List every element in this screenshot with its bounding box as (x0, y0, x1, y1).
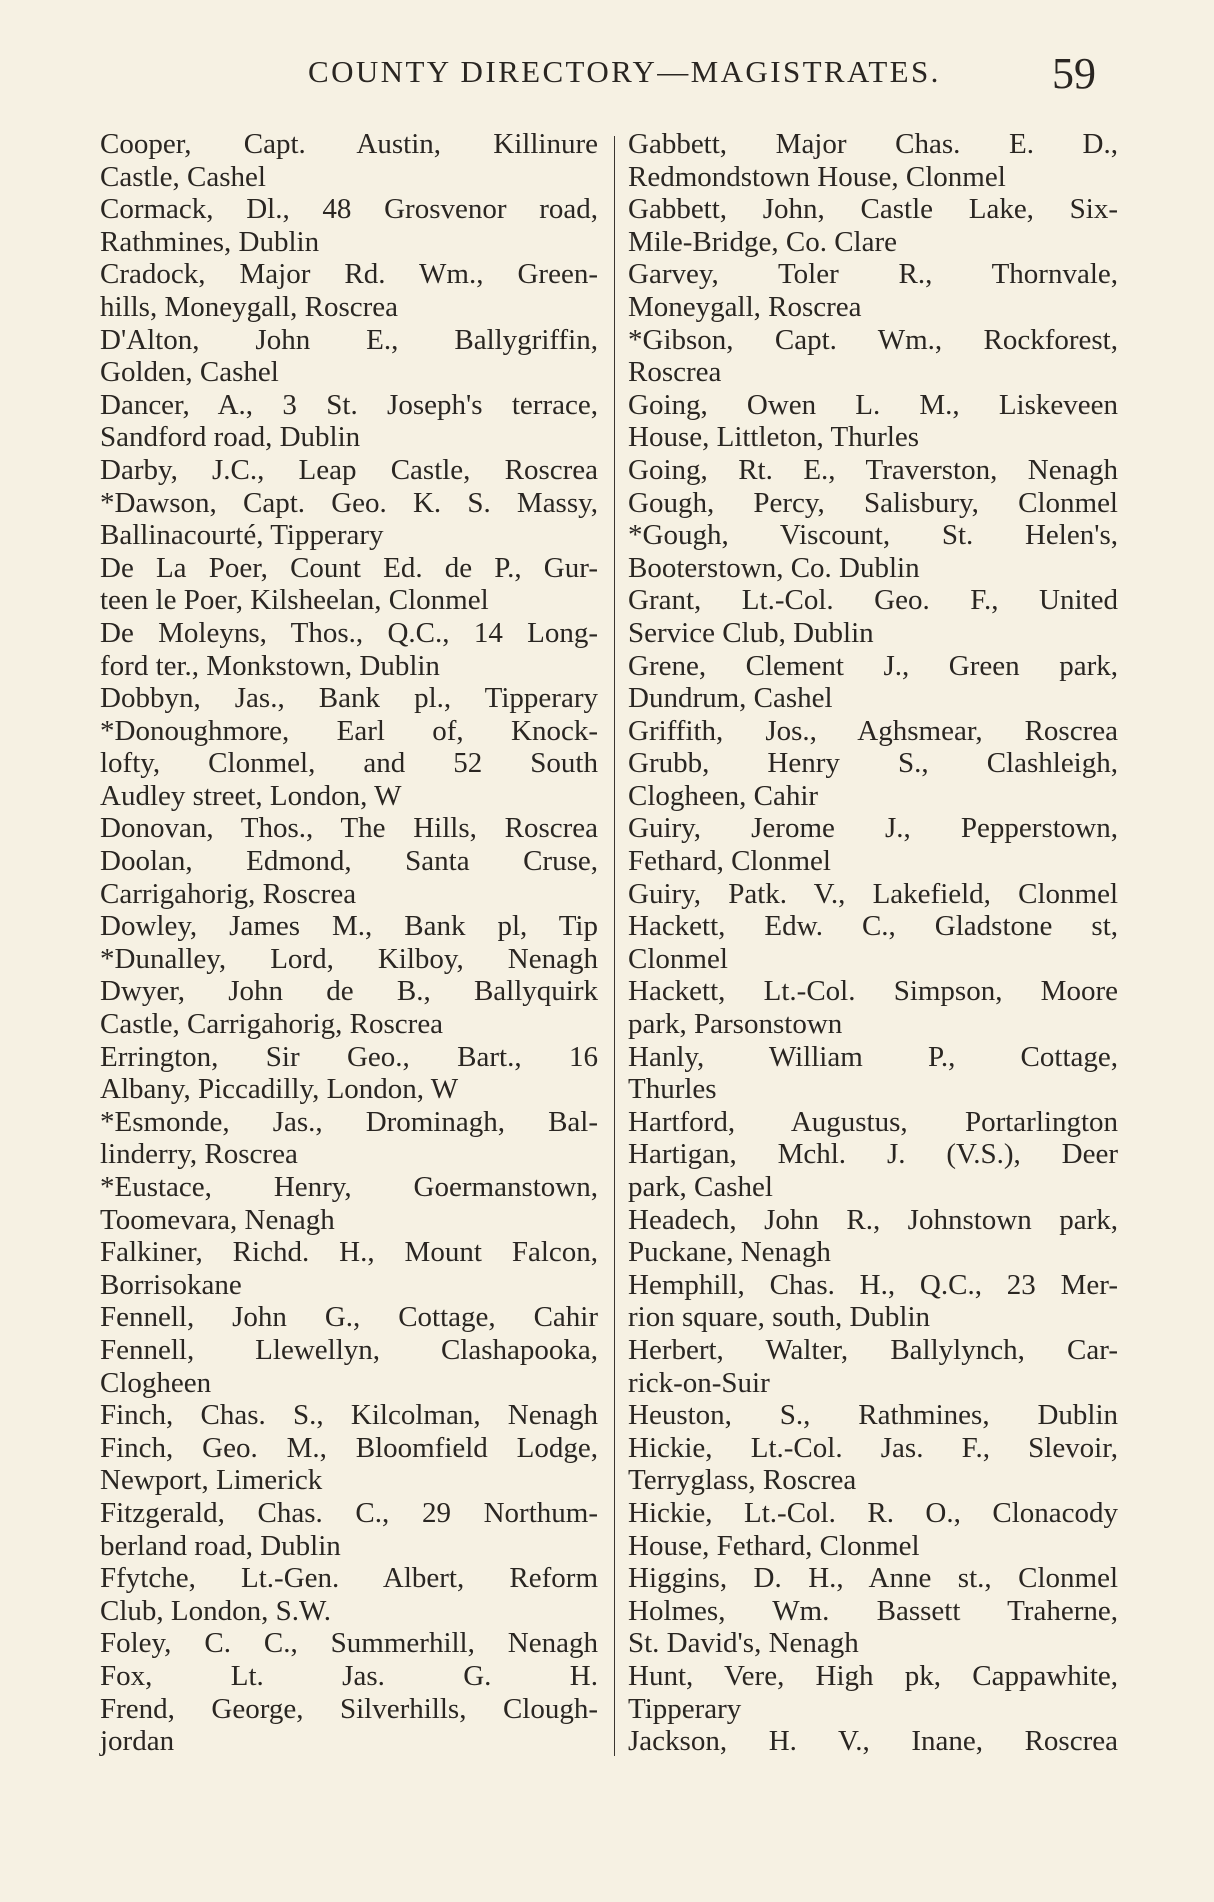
entry-name-line: *Eustace, Henry, Goermanstown, (100, 1171, 598, 1203)
entry-name-line: *Gibson, Capt. Wm., Rockforest, (628, 323, 1118, 356)
entry-name-line: Hackett, Edw. C., Gladstone st, (628, 910, 1118, 943)
entry-address-line: park, Cashel (628, 1171, 773, 1203)
magistrate-entry (100, 389, 598, 454)
entry-name-line: Going, Rt. E., Traverston, Nenagh (628, 453, 1118, 486)
magistrate-entry (628, 1334, 1118, 1399)
entry-name-line: D'Alton, John E., Ballygriffin, (100, 323, 598, 356)
entry-name-line: De La Poer, Count Ed. de P., Gur- (100, 551, 598, 584)
entry-address-line: St. David's, Nenagh (628, 1627, 859, 1660)
entry-address-line: Albany, Piccadilly, London, W (100, 1073, 459, 1106)
entry-name-line: Garvey, Toler R., Thornvale, (628, 258, 1118, 291)
entry-address-line: Booterstown, Co. Dublin (628, 551, 920, 584)
entry-address-line: park, Parsonstown (628, 1008, 843, 1041)
entry-address-line: Mile-Bridge, Co. Clare (628, 225, 898, 258)
entry-address-line: Redmondstown House, Clonmel (628, 160, 1006, 193)
magistrate-entry (100, 715, 598, 813)
entry-name-line: Gabbett, Major Chas. E. D., (628, 128, 1118, 160)
entry-name-line: Fitzgerald, Chas. C., 29 Northum- (100, 1496, 598, 1529)
magistrate-entry (628, 1497, 1118, 1562)
magistrate-entry (100, 1497, 598, 1562)
magistrate-entry (100, 1236, 598, 1301)
entry-name-line: Guiry, Jerome J., Pepperstown, (628, 812, 1118, 845)
magistrate-entry (100, 1301, 598, 1334)
magistrate-entry (628, 812, 1118, 877)
left-column (100, 128, 598, 1758)
entry-name-line: Herbert, Walter, Ballylynch, Car- (628, 1333, 1118, 1366)
entry-address-line: Clogheen, Cahir (628, 779, 819, 812)
entry-name-line: Hickie, Lt.-Col. R. O., Clonacody (628, 1496, 1118, 1529)
magistrate-entry (100, 617, 598, 682)
magistrate-entry (628, 1660, 1118, 1725)
entry-name-line: Heuston, S., Rathmines, Dublin (628, 1399, 1118, 1432)
entry-address-line: teen le Poer, Kilsheelan, Clonmel (100, 584, 489, 617)
entry-name-line: Donovan, Thos., The Hills, Roscrea (100, 812, 598, 845)
entry-name-line: Gabbett, John, Castle Lake, Six- (628, 193, 1118, 226)
entry-name-line: Headech, John R., Johnstown park, (628, 1203, 1118, 1236)
magistrate-entry (628, 454, 1118, 487)
right-column (628, 128, 1118, 1758)
entry-address-line: Audley street, London, W (100, 779, 402, 812)
magistrate-entry (100, 1171, 598, 1236)
entry-name-line: Fox, Lt. Jas. G. H. (100, 1659, 598, 1692)
magistrate-entry (628, 584, 1118, 649)
entry-address-line: linderry, Roscrea (100, 1138, 298, 1171)
entry-name-line: Finch, Geo. M., Bloomfield Lodge, (100, 1431, 598, 1464)
magistrate-entry (100, 1334, 598, 1399)
entry-name-line: Guiry, Patk. V., Lakefield, Clonmel (628, 877, 1118, 910)
entry-name-line: Dobbyn, Jas., Bank pl., Tipperary (100, 682, 598, 715)
page-number: 59 (1052, 49, 1096, 98)
magistrate-entry (628, 747, 1118, 812)
entry-name-line: Dowley, James M., Bank pl, Tip (100, 910, 598, 943)
entry-name-line: Hackett, Lt.-Col. Simpson, Moore (628, 975, 1118, 1008)
entry-name-line: De Moleyns, Thos., Q.C., 14 Long- (100, 616, 598, 649)
magistrate-entry (628, 878, 1118, 911)
entry-address-line: hills, Moneygall, Roscrea (100, 290, 399, 323)
magistrate-entry (628, 650, 1118, 715)
entry-address-line: rion square, south, Dublin (628, 1301, 931, 1334)
entry-address-line: Dundrum, Cashel (628, 682, 833, 715)
entry-address-line: Golden, Cashel (100, 356, 279, 389)
entry-name-line: Hunt, Vere, High pk, Cappawhite, (628, 1659, 1118, 1692)
magistrate-entry (628, 1106, 1118, 1139)
magistrate-entry (628, 487, 1118, 520)
entry-address-line: Newport, Limerick (100, 1464, 323, 1497)
entry-address-line: Fethard, Clonmel (628, 845, 831, 878)
magistrate-entry (100, 910, 598, 943)
entry-name-line: Ffytche, Lt.-Gen. Albert, Reform (100, 1562, 598, 1595)
magistrate-entry (100, 552, 598, 617)
entry-address-line: Carrigahorig, Roscrea (100, 877, 357, 910)
page-header (0, 48, 1214, 108)
running-title: COUNTY DIRECTORY—MAGISTRATES. (308, 54, 941, 89)
magistrate-entry (100, 845, 598, 910)
entry-address-line: Castle, Cashel (100, 160, 266, 193)
entry-name-line: Errington, Sir Geo., Bart., 16 (100, 1040, 598, 1073)
entry-name-line: Hanly, William P., Cottage, (628, 1040, 1118, 1073)
entry-address-line: Service Club, Dublin (628, 616, 874, 649)
entry-name-line: Dwyer, John de B., Ballyquirk (100, 975, 598, 1008)
entry-address-line: lofty, Clonmel, and 52 South (100, 747, 598, 780)
entry-address-line: Rathmines, Dublin (100, 225, 320, 258)
entry-name-line: Dancer, A., 3 St. Joseph's terrace, (100, 388, 598, 421)
entry-address-line: Castle, Carrigahorig, Roscrea (100, 1008, 444, 1041)
magistrate-entry (100, 1106, 598, 1171)
magistrate-entry (628, 1725, 1118, 1758)
entry-address-line: Roscrea (628, 356, 722, 389)
magistrate-entry (628, 324, 1118, 389)
entry-name-line: Fennell, John G., Cottage, Cahir (100, 1301, 598, 1334)
magistrate-entry (100, 193, 598, 258)
magistrate-entry (628, 1041, 1118, 1106)
entry-address-line: Clogheen (100, 1366, 212, 1399)
magistrate-entry (100, 454, 598, 487)
magistrate-entry (628, 1595, 1118, 1660)
entry-name-line: Foley, C. C., Summerhill, Nenagh (100, 1627, 598, 1660)
entry-name-line: Cradock, Major Rd. Wm., Green- (100, 258, 598, 291)
magistrate-entry (628, 975, 1118, 1040)
magistrate-entry (100, 324, 598, 389)
magistrate-entry (100, 1627, 598, 1660)
entry-name-line: Hartigan, Mchl. J. (V.S.), Deer (628, 1138, 1118, 1171)
entry-address-line: Thurles (628, 1073, 717, 1106)
magistrate-entry (100, 1562, 598, 1627)
entry-address-line: jordan (100, 1725, 175, 1758)
magistrate-entry (628, 258, 1118, 323)
magistrate-entry (628, 1432, 1118, 1497)
entry-address-line: berland road, Dublin (100, 1529, 341, 1562)
entry-name-line: Cormack, Dl., 48 Grosvenor road, (100, 193, 598, 226)
entry-name-line: Darby, J.C., Leap Castle, Roscrea (100, 453, 598, 486)
magistrate-entry (100, 1660, 598, 1693)
magistrate-entry (100, 1432, 598, 1497)
entry-name-line: Frend, George, Silverhills, Clough- (100, 1692, 598, 1725)
entry-address-line: Clonmel (628, 942, 728, 975)
entry-address-line: Sandford road, Dublin (100, 421, 361, 454)
magistrate-entry (628, 1399, 1118, 1432)
magistrate-entry (100, 943, 598, 976)
entry-address-line: ford ter., Monkstown, Dublin (100, 649, 440, 682)
entry-name-line: Fennell, Llewellyn, Clashapooka, (100, 1333, 598, 1366)
entry-name-line: *Esmonde, Jas., Drominagh, Bal- (100, 1105, 598, 1138)
magistrate-entry (628, 1138, 1118, 1203)
magistrate-entry (100, 487, 598, 552)
magistrate-entry (628, 1562, 1118, 1595)
entry-address-line: Terryglass, Roscrea (628, 1464, 857, 1497)
entry-name-line: Griffith, Jos., Aghsmear, Roscrea (628, 714, 1118, 747)
entry-name-line: Grene, Clement J., Green park, (628, 649, 1118, 682)
entry-address-line: House, Fethard, Clonmel (628, 1529, 920, 1562)
magistrate-entry (628, 1204, 1118, 1269)
entry-name-line: Grant, Lt.-Col. Geo. F., United (628, 584, 1118, 617)
entry-name-line: Hemphill, Chas. H., Q.C., 23 Mer- (628, 1268, 1118, 1301)
entry-name-line: Higgins, D. H., Anne st., Clonmel (628, 1562, 1118, 1595)
magistrate-entry (100, 1693, 598, 1758)
magistrate-entry (628, 910, 1118, 975)
entry-name-line: Jackson, H. V., Inane, Roscrea (628, 1725, 1118, 1758)
entry-name-line: Hickie, Lt.-Col. Jas. F., Slevoir, (628, 1431, 1118, 1464)
entry-address-line: rick-on-Suir (628, 1366, 770, 1399)
entry-name-line: Gough, Percy, Salisbury, Clonmel (628, 486, 1118, 519)
entry-name-line: Hartford, Augustus, Portarlington (628, 1105, 1118, 1138)
magistrate-entry (100, 1041, 598, 1106)
magistrate-entry (100, 975, 598, 1040)
magistrate-entry (100, 682, 598, 715)
magistrate-entry (100, 258, 598, 323)
magistrate-entry (628, 193, 1118, 258)
entry-address-line: Tipperary (628, 1692, 742, 1725)
entry-address-line: Borrisokane (100, 1268, 242, 1301)
entry-address-line: Toomevara, Nenagh (100, 1203, 335, 1236)
column-divider (614, 136, 615, 1756)
entry-address-line: Club, London, S.W. (100, 1594, 331, 1627)
magistrate-entry (100, 1399, 598, 1432)
magistrate-entry (628, 715, 1118, 748)
entry-name-line: *Donoughmore, Earl of, Knock- (100, 714, 598, 747)
entry-address-line: Moneygall, Roscrea (628, 290, 862, 323)
magistrate-entry (628, 389, 1118, 454)
magistrate-entry (628, 519, 1118, 584)
entry-name-line: *Dunalley, Lord, Kilboy, Nenagh (100, 942, 598, 975)
entry-name-line: Finch, Chas. S., Kilcolman, Nenagh (100, 1399, 598, 1432)
entry-name-line: Grubb, Henry S., Clashleigh, (628, 747, 1118, 780)
magistrate-entry (100, 812, 598, 845)
entry-name-line: Doolan, Edmond, Santa Cruse, (100, 845, 598, 878)
entry-address-line: Ballinacourté, Tipperary (100, 519, 384, 552)
entry-address-line: House, Littleton, Thurles (628, 421, 920, 454)
entry-name-line: *Dawson, Capt. Geo. K. S. Massy, (100, 486, 598, 519)
entry-name-line: *Gough, Viscount, St. Helen's, (628, 519, 1118, 552)
magistrate-entry (628, 128, 1118, 193)
entry-name-line: Cooper, Capt. Austin, Killinure (100, 128, 598, 160)
entry-name-line: Going, Owen L. M., Liskeveen (628, 388, 1118, 421)
magistrate-entry (628, 1269, 1118, 1334)
entry-name-line: Holmes, Wm. Bassett Traherne, (628, 1594, 1118, 1627)
entry-name-line: Falkiner, Richd. H., Mount Falcon, (100, 1236, 598, 1269)
magistrate-entry (100, 128, 598, 193)
entry-address-line: Puckane, Nenagh (628, 1236, 831, 1269)
